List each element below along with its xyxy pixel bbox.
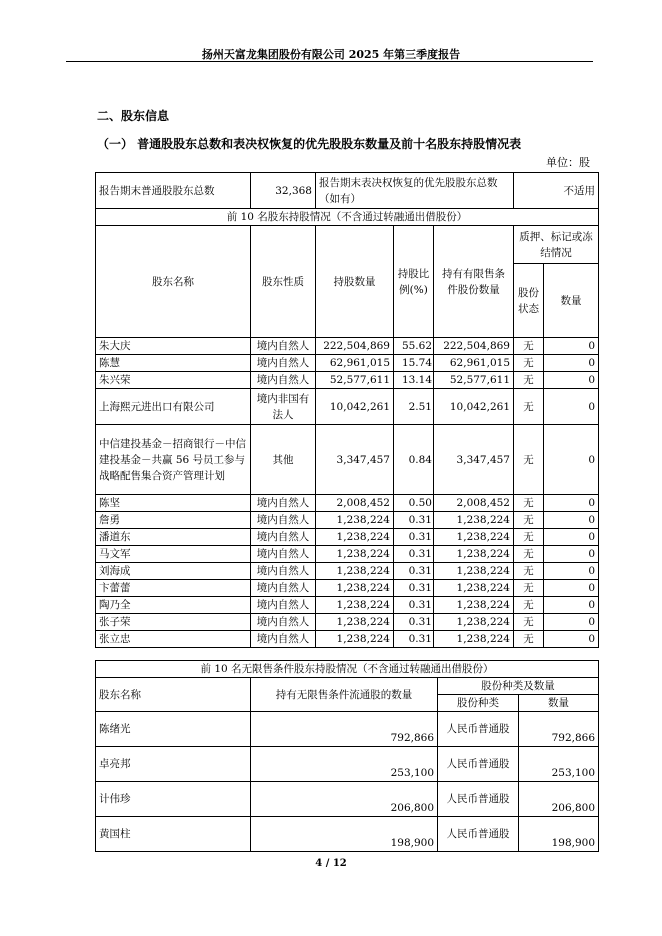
unrestricted-row [96, 782, 599, 817]
total-shareholders-value: 32,368 [251, 173, 316, 209]
unrestricted-held: 198,900 [251, 817, 438, 852]
top10-table [95, 208, 599, 648]
pledge-status: 无 [514, 389, 544, 425]
shares-held: 1,238,224 [316, 631, 394, 648]
shareholder-nature: 境内自然人 [251, 580, 316, 597]
shareholder-row [96, 372, 599, 389]
pledge-qty: 0 [544, 614, 599, 631]
shareholder-row [96, 614, 599, 631]
unrestricted-caption: 前 10 名无限售条件股东持股情况（不含通过转融通出借股份） [96, 661, 599, 678]
unrestricted-row [96, 817, 599, 852]
pledge-status: 无 [514, 631, 544, 648]
shareholder-row [96, 495, 599, 512]
share-type: 人民币普通股 [438, 817, 519, 852]
shares-held: 222,504,869 [316, 338, 394, 355]
shareholder-nature: 境内自然人 [251, 372, 316, 389]
holding-ratio: 0.31 [394, 580, 434, 597]
holding-ratio: 0.31 [394, 597, 434, 614]
shareholder-row [96, 529, 599, 546]
pref-shareholders-value: 不适用 [514, 173, 599, 209]
col-header-ratio: 持股比例(%) [394, 226, 434, 338]
share-type-qty: 253,100 [519, 747, 599, 782]
pledge-qty: 0 [544, 597, 599, 614]
shareholder-row [96, 546, 599, 563]
pledge-status: 无 [514, 597, 544, 614]
restricted-shares: 222,504,869 [434, 338, 514, 355]
pledge-status: 无 [514, 372, 544, 389]
holding-ratio: 0.84 [394, 425, 434, 495]
shareholder-row [96, 338, 599, 355]
unrestricted-held: 206,800 [251, 782, 438, 817]
shareholder-nature: 境内自然人 [251, 546, 316, 563]
share-type: 人民币普通股 [438, 712, 519, 747]
shareholder-name: 中信建投基金－招商银行－中信建投基金－共赢 56 号员工参与战略配售集合资产管理计划 [96, 425, 251, 495]
pledge-qty: 0 [544, 512, 599, 529]
unrestricted-held: 253,100 [251, 747, 438, 782]
shareholder-row [96, 425, 599, 495]
pledge-qty: 0 [544, 425, 599, 495]
restricted-shares: 1,238,224 [434, 631, 514, 648]
col-header-restricted: 持有有限售条件股份数量 [434, 226, 514, 338]
shares-held: 1,238,224 [316, 563, 394, 580]
shareholder-name: 陈慧 [96, 355, 251, 372]
section-title: 二、股东信息 [97, 109, 170, 123]
shareholder-nature: 境内自然人 [251, 355, 316, 372]
top10-caption: 前 10 名股东持股情况（不含通过转融通出借股份） [96, 209, 599, 226]
shareholder-nature: 境内自然人 [251, 338, 316, 355]
pledge-status: 无 [514, 614, 544, 631]
shareholder-name: 陈坚 [96, 495, 251, 512]
col-header-shares: 持股数量 [316, 226, 394, 338]
shares-held: 1,238,224 [316, 546, 394, 563]
share-type: 人民币普通股 [438, 782, 519, 817]
shareholder-nature: 境内自然人 [251, 597, 316, 614]
shareholder-nature: 境内自然人 [251, 512, 316, 529]
pledge-qty: 0 [544, 546, 599, 563]
page-number: 4 / 12 [315, 858, 347, 869]
shareholder-nature: 境内自然人 [251, 495, 316, 512]
restricted-shares: 1,238,224 [434, 614, 514, 631]
pledge-qty: 0 [544, 355, 599, 372]
unrestricted-name: 卓亮邦 [96, 747, 251, 782]
pledge-qty: 0 [544, 631, 599, 648]
col-header-name: 股东名称 [96, 226, 251, 338]
unrestricted-name: 黄国柱 [96, 817, 251, 852]
pledge-status: 无 [514, 512, 544, 529]
header-rule [66, 61, 593, 62]
shares-held: 1,238,224 [316, 580, 394, 597]
restricted-shares: 1,238,224 [434, 563, 514, 580]
shareholder-name: 刘海成 [96, 563, 251, 580]
pledge-status: 无 [514, 355, 544, 372]
pledge-status: 无 [514, 495, 544, 512]
shareholder-name: 陶乃全 [96, 597, 251, 614]
holding-ratio: 55.62 [394, 338, 434, 355]
restricted-shares: 1,238,224 [434, 512, 514, 529]
shares-held: 2,008,452 [316, 495, 394, 512]
shareholder-nature: 境内非国有法人 [251, 389, 316, 425]
col-header-pledge-qty: 数量 [544, 264, 599, 338]
total-shareholders-label: 报告期末普通股股东总数 [96, 173, 251, 209]
shareholder-row [96, 563, 599, 580]
report-header: 扬州天富龙集团股份有限公司 2025 年第三季度报告 [201, 48, 461, 61]
holding-ratio: 0.50 [394, 495, 434, 512]
pledge-qty: 0 [544, 529, 599, 546]
pledge-qty: 0 [544, 495, 599, 512]
pledge-qty: 0 [544, 563, 599, 580]
holding-ratio: 0.31 [394, 563, 434, 580]
unrestricted-row [96, 747, 599, 782]
shareholder-row [96, 631, 599, 648]
shareholder-row [96, 580, 599, 597]
unres-header-type-group: 股份种类及数量 [438, 678, 599, 695]
shareholder-name: 张立忠 [96, 631, 251, 648]
restricted-shares: 2,008,452 [434, 495, 514, 512]
holding-ratio: 15.74 [394, 355, 434, 372]
holding-ratio: 0.31 [394, 631, 434, 648]
pref-shareholders-label: 报告期末表决权恢复的优先股股东总数（如有） [316, 173, 514, 209]
summary-table [95, 172, 599, 209]
shareholder-nature: 其他 [251, 425, 316, 495]
shareholder-row [96, 597, 599, 614]
pledge-qty: 0 [544, 338, 599, 355]
unres-header-qty: 数量 [519, 695, 599, 712]
shares-held: 1,238,224 [316, 597, 394, 614]
restricted-shares: 10,042,261 [434, 389, 514, 425]
shareholder-name: 卞蕾蕾 [96, 580, 251, 597]
pledge-status: 无 [514, 529, 544, 546]
shareholder-nature: 境内自然人 [251, 529, 316, 546]
pledge-qty: 0 [544, 389, 599, 425]
col-header-pledge-status: 股份状态 [514, 264, 544, 338]
unres-header-type: 股份种类 [438, 695, 519, 712]
shareholder-name: 詹勇 [96, 512, 251, 529]
holding-ratio: 0.31 [394, 512, 434, 529]
shareholder-name: 张子荣 [96, 614, 251, 631]
holding-ratio: 2.51 [394, 389, 434, 425]
shareholder-row [96, 355, 599, 372]
holding-ratio: 0.31 [394, 614, 434, 631]
shareholder-name: 潘道东 [96, 529, 251, 546]
shares-held: 3,347,457 [316, 425, 394, 495]
holding-ratio: 0.31 [394, 546, 434, 563]
pledge-status: 无 [514, 563, 544, 580]
unres-header-name: 股东名称 [96, 678, 251, 712]
shareholder-name: 上海熙元进出口有限公司 [96, 389, 251, 425]
restricted-shares: 52,577,611 [434, 372, 514, 389]
share-type-qty: 792,866 [519, 712, 599, 747]
holding-ratio: 13.14 [394, 372, 434, 389]
shares-held: 10,042,261 [316, 389, 394, 425]
unrestricted-held: 792,866 [251, 712, 438, 747]
share-type-qty: 206,800 [519, 782, 599, 817]
holding-ratio: 0.31 [394, 529, 434, 546]
unrestricted-table [95, 660, 599, 852]
shares-held: 1,238,224 [316, 614, 394, 631]
shareholder-name: 朱兴荣 [96, 372, 251, 389]
restricted-shares: 1,238,224 [434, 597, 514, 614]
share-type-qty: 198,900 [519, 817, 599, 852]
unrestricted-row [96, 712, 599, 747]
pledge-qty: 0 [544, 372, 599, 389]
pledge-status: 无 [514, 425, 544, 495]
pledge-qty: 0 [544, 580, 599, 597]
restricted-shares: 1,238,224 [434, 546, 514, 563]
pledge-status: 无 [514, 580, 544, 597]
shareholder-name: 马文军 [96, 546, 251, 563]
unrestricted-name: 计伟珍 [96, 782, 251, 817]
col-header-nature: 股东性质 [251, 226, 316, 338]
shares-held: 1,238,224 [316, 529, 394, 546]
shares-held: 52,577,611 [316, 372, 394, 389]
pledge-status: 无 [514, 338, 544, 355]
subsection-title: （一） 普通股股东总数和表决权恢复的优先股股东数量及前十名股东持股情况表 [97, 137, 522, 151]
shareholder-nature: 境内自然人 [251, 563, 316, 580]
shareholder-nature: 境内自然人 [251, 614, 316, 631]
shares-held: 1,238,224 [316, 512, 394, 529]
restricted-shares: 1,238,224 [434, 529, 514, 546]
pledge-status: 无 [514, 546, 544, 563]
shareholder-nature: 境内自然人 [251, 631, 316, 648]
restricted-shares: 3,347,457 [434, 425, 514, 495]
shareholder-row [96, 389, 599, 425]
col-header-pledge-group: 质押、标记或冻结情况 [514, 226, 599, 264]
restricted-shares: 1,238,224 [434, 580, 514, 597]
shareholder-name: 朱大庆 [96, 338, 251, 355]
shareholder-row [96, 512, 599, 529]
restricted-shares: 62,961,015 [434, 355, 514, 372]
shares-held: 62,961,015 [316, 355, 394, 372]
unres-header-held: 持有无限售条件流通股的数量 [251, 678, 438, 712]
unrestricted-name: 陈绪光 [96, 712, 251, 747]
share-type: 人民币普通股 [438, 747, 519, 782]
unit-label: 单位：股 [546, 156, 590, 169]
